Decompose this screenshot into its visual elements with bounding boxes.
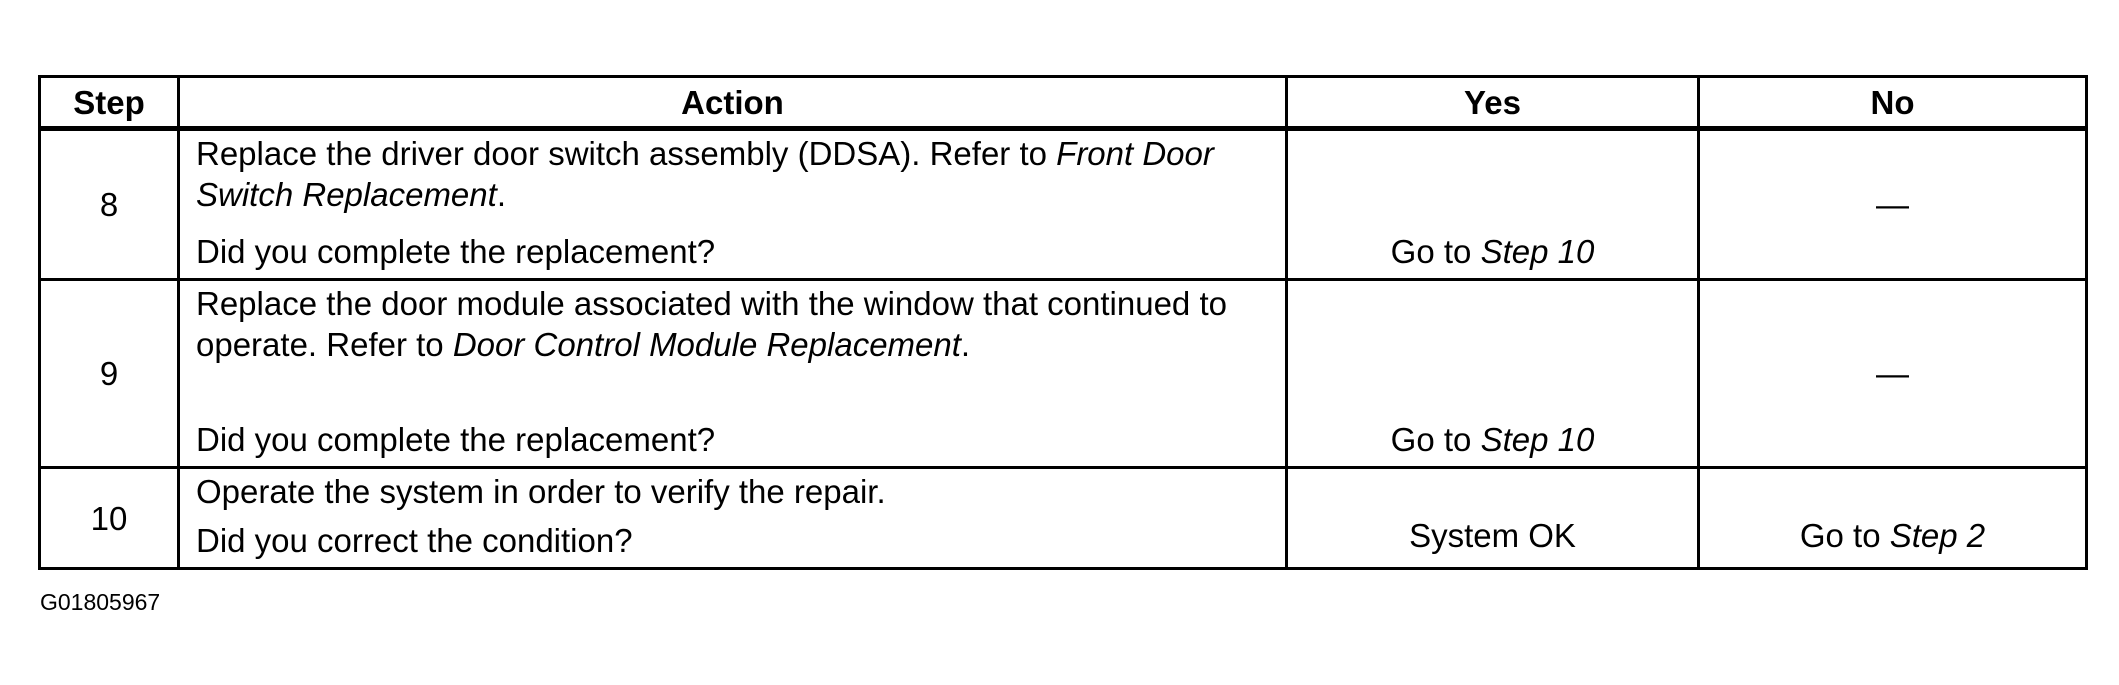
yes-value bbox=[1288, 419, 1697, 460]
header-step: Step bbox=[40, 77, 179, 129]
action-end: . bbox=[960, 326, 971, 363]
action-question: Did you correct the condition? bbox=[196, 522, 633, 559]
no-cell bbox=[1699, 468, 2087, 569]
no-cell bbox=[1699, 280, 2087, 468]
yes-value: System OK bbox=[1409, 517, 1576, 554]
table-header-row bbox=[40, 77, 2087, 129]
table-row bbox=[40, 468, 2087, 569]
yes-cell bbox=[1287, 280, 1699, 468]
header-action: Action bbox=[179, 77, 1287, 129]
action-cell bbox=[179, 129, 1287, 280]
yes-prefix: Go to bbox=[1390, 233, 1481, 270]
step-reference: Step 10 bbox=[1480, 421, 1595, 458]
step-number: 8 bbox=[40, 129, 179, 280]
action-cell bbox=[179, 280, 1287, 468]
action-cell bbox=[179, 468, 1287, 569]
action-end: . bbox=[496, 176, 506, 213]
yes-value bbox=[1288, 231, 1697, 272]
action-instruction bbox=[196, 283, 1273, 365]
action-instruction: Operate the system in order to verify the repair. bbox=[196, 473, 886, 510]
header-no: No bbox=[1699, 77, 2087, 129]
action-text: Replace the driver door switch assembly (DDSA). Refer to bbox=[196, 135, 1057, 172]
no-value: — bbox=[1876, 186, 1909, 223]
step-number: 9 bbox=[40, 280, 179, 468]
step-reference: Step 10 bbox=[1480, 233, 1595, 270]
no-prefix: Go to bbox=[1799, 517, 1890, 554]
yes-cell bbox=[1287, 468, 1699, 569]
action-question: Did you complete the replacement? bbox=[196, 421, 716, 458]
no-value bbox=[1700, 515, 2085, 556]
no-value: — bbox=[1876, 355, 1909, 392]
figure-id: G01805967 bbox=[40, 589, 161, 615]
action-question: Did you complete the replacement? bbox=[196, 233, 716, 270]
header-yes: Yes bbox=[1287, 77, 1699, 129]
action-text: Replace the door module associated with the window that continued to operate. Refer to bbox=[196, 285, 1227, 363]
table-row bbox=[40, 129, 2087, 280]
step-reference: Step 2 bbox=[1889, 517, 1986, 554]
action-instruction bbox=[196, 133, 1273, 215]
procedure-reference: Door Control Module Replacement bbox=[452, 326, 961, 363]
yes-cell bbox=[1287, 129, 1699, 280]
procedure-reference: Front Door Switch Replacement bbox=[196, 135, 1214, 213]
step-number: 10 bbox=[40, 468, 179, 569]
diagnostic-table bbox=[38, 75, 2088, 570]
no-cell bbox=[1699, 129, 2087, 280]
table-row bbox=[40, 280, 2087, 468]
yes-prefix: Go to bbox=[1390, 421, 1481, 458]
